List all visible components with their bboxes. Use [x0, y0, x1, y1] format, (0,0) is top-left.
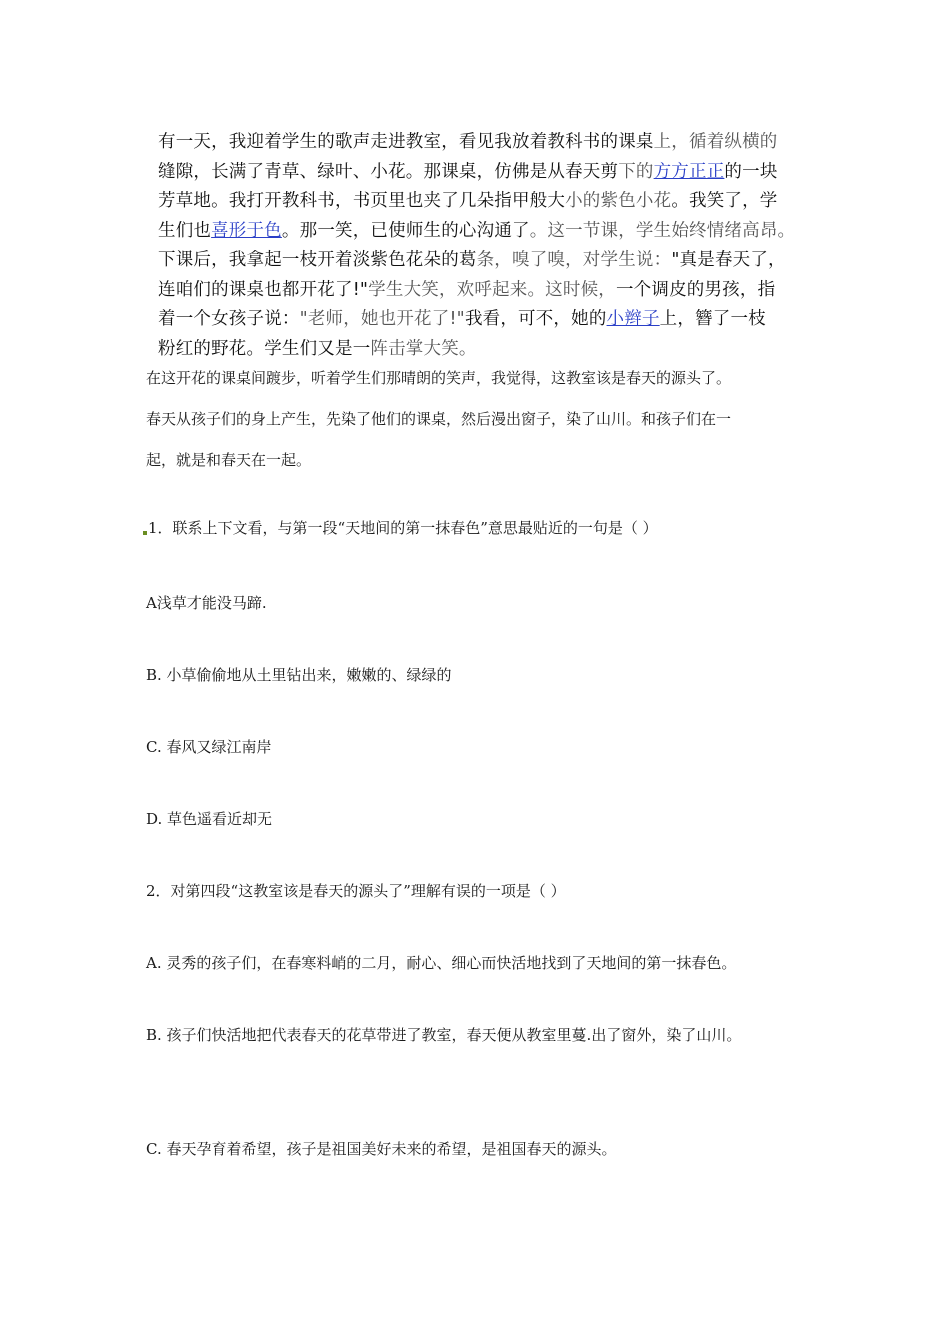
passage-text: 有一天，我迎着学生的歌声走进教室，看见我放着教科书的课桌	[158, 132, 654, 152]
passage-text: 芳草地。我打开教科书，书页里也夹了几朵指甲般大	[158, 191, 566, 211]
passage-text: 我看，可不，她的	[464, 309, 607, 329]
passage-text: 下课后，我拿起一枝开着淡紫色花朵的葛	[158, 250, 477, 270]
question-1-option-b: B. 小草偷偷地从土里钻出来，嫩嫩的、绿绿的	[146, 666, 452, 684]
passage-line	[158, 276, 808, 306]
passage-text: 的一块	[724, 161, 778, 182]
passage-text: 缝隙，长满了青草、绿叶、小花。那课桌，仿佛是从春天剪	[158, 161, 619, 182]
passage-text: 。这一节课，学生始终情绪高昂。	[529, 220, 796, 241]
passage-text: 。那一笑，已使师生的心沟通了	[281, 220, 530, 241]
anchor-marker-icon	[143, 531, 147, 535]
passage-line	[158, 187, 808, 217]
paragraph-4-line-2: 春天从孩子们的身上产生，先染了他们的课桌，然后漫出窗子，染了山川。和孩子们在一	[146, 410, 732, 428]
passage-line	[158, 128, 808, 158]
passage-text: 小的紫色小花	[565, 191, 672, 211]
passage-text: 。我笑了，学	[671, 191, 778, 211]
question-1-option-c: C. 春风又绿江南岸	[146, 738, 272, 756]
passage-text: 着一个女孩子说：	[158, 309, 300, 329]
passage-text: 一个调皮的男孩，指	[615, 279, 776, 300]
passage-text: 连咱们的课桌也都开花了!"	[158, 279, 369, 300]
question-1-text: 1．联系上下文看，与第一段“天地间的第一抹春色”意思最贴近的一句是（ ）	[148, 519, 658, 537]
link-fangfangzhengzheng[interactable]: 方方正正	[653, 161, 725, 182]
passage-line	[158, 335, 808, 365]
question-2-option-a: A. 灵秀的孩子们，在春寒料峭的二月，耐心、细心而快活地找到了天地间的第一抹春色。	[146, 954, 737, 972]
passage-line	[158, 246, 808, 276]
question-1	[143, 518, 823, 538]
passage-text: 阵击掌大笑。	[370, 338, 477, 359]
paragraph-4-line-3: 起，就是和春天在一起。	[146, 451, 312, 469]
passage-text: "真是春天了，	[671, 250, 786, 270]
question-2-option-c: C. 春天孕育着希望，孩子是祖国美好未来的希望，是祖国春天的源头。	[146, 1140, 617, 1158]
passage-text: 条，嗅了嗅，对学生说：	[476, 250, 672, 270]
link-xiaobianzi[interactable]: 小辫子	[606, 309, 660, 329]
passage-text: 粉红的野花。学生们又是一	[158, 338, 371, 359]
passage-text: 下的	[618, 161, 654, 182]
passage-line	[158, 158, 808, 188]
question-1-option-d: D. 草色遥看近却无	[146, 810, 273, 828]
question-1-option-a: A浅草才能没马蹄.	[146, 594, 267, 612]
passage-text: 生们也	[158, 220, 212, 241]
passage-excerpt	[158, 128, 808, 364]
passage-text: "老师，她也开花了!"	[299, 309, 465, 329]
passage-text: 学生大笑，欢呼起来。这时候，	[368, 279, 616, 300]
paragraph-4-line-1: 在这开花的课桌间踱步，听着学生们那晴朗的笑声，我觉得，这教室该是春天的源头了。	[146, 369, 732, 387]
link-xixingyuse[interactable]: 喜形于色	[211, 220, 282, 241]
question-2-option-b: B. 孩子们快活地把代表春天的花草带进了教室，春天便从教室里蔓.出了窗外，染了山川。	[146, 1026, 742, 1044]
passage-text: 上，循着纵横的	[653, 132, 778, 152]
question-2: 2．对第四段“这教室该是春天的源头了”理解有误的一项是（ ）	[146, 882, 566, 900]
passage-line	[158, 305, 808, 335]
passage-text: 上，簪了一枝	[659, 309, 766, 329]
passage-line	[158, 217, 808, 247]
